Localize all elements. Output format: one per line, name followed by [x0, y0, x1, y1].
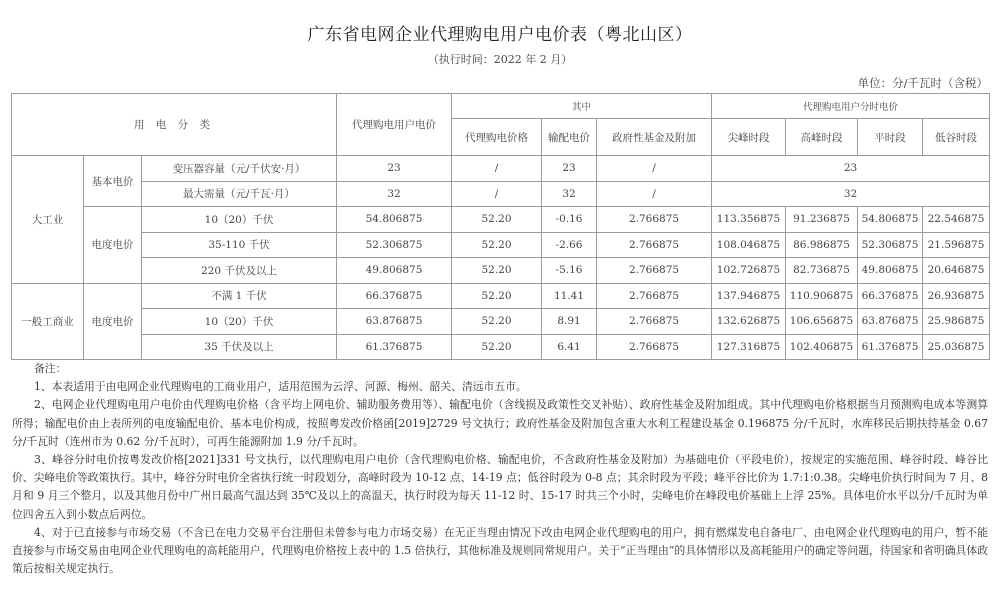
subgroup-energy-price: 电度电价 [84, 207, 142, 284]
cell-agency: 52.20 [452, 232, 542, 258]
cell-high: 106.656875 [786, 309, 858, 335]
cell-user-price: 61.376875 [337, 334, 452, 360]
unit-label: 单位：分/千瓦时（含税） [857, 76, 988, 90]
note-1: 1、本表适用于由电网企业代理购电的工商业用户，适用范围为云浮、河源、梅州、韶关、清远市五市。 [34, 380, 527, 394]
cell-transmission: -2.66 [542, 232, 597, 258]
note-3: 3、峰谷分时电价按粤发改价格[2021]331 号文执行，以代理购电用户电价（含代理购电价格、输配电价，不含政府性基金及附加）为基础电价（平段电价），按规定的实施范围、峰谷时段、峰谷比价、尖峰电价等政策执行。其中，峰谷分时电价全省执行统一时段划分，高峰时段为 10-12 点、14-19 点；低谷时段为 0-8 点；其余时段为平段；峰平谷比价为 1.7:1:0.38。尖峰电价执行时间为 7 月、8 月和 9 月三个整月，以及其他月份中广州日最高气温达到 35℃及以上的高温天，执行时段为每天 11-12 时、15-17 时共三个小时，尖峰电价在峰段电价基础上上浮 25%。具体电价水平以分/千瓦时为单位四舍五入到小数点后两位。 [12, 453, 988, 521]
cell-peak: 102.726875 [712, 258, 786, 284]
cell-user-price: 23 [337, 156, 452, 182]
cell-gov-fund: / [597, 156, 712, 182]
cell-flat: 63.876875 [858, 309, 923, 335]
cell-user-price: 66.376875 [337, 283, 452, 309]
table-row [12, 309, 990, 335]
header-gov-fund: 政府性基金及附加 [597, 119, 712, 156]
cell-transmission: 6.41 [542, 334, 597, 360]
cell-gov-fund: / [597, 181, 712, 207]
cell-gov-fund: 2.766875 [597, 207, 712, 233]
cell-gov-fund: 2.766875 [597, 334, 712, 360]
cell-valley: 25.036875 [923, 334, 990, 360]
cell-valley: 22.546875 [923, 207, 990, 233]
header-category: 用 电 分 类 [12, 94, 337, 156]
subgroup-energy-price: 电度电价 [84, 283, 142, 360]
cell-agency: / [452, 181, 542, 207]
row-item: 不满 1 千伏 [142, 283, 337, 309]
table-row [12, 283, 990, 309]
cell-valley: 20.646875 [923, 258, 990, 284]
cell-transmission: 23 [542, 156, 597, 182]
cell-transmission: -5.16 [542, 258, 597, 284]
table-row [12, 258, 990, 284]
cell-agency: 52.20 [452, 309, 542, 335]
note-4: 4、对于已直接参与市场交易（不含已在电力交易平台注册但未曾参与电力市场交易）在无正当理由情况下改由电网企业代理购电的用户，拥有燃煤发电自备电厂、由电网企业代理购电的用户，暂不能直接参与市场交易由电网企业代理购电的高耗能用户，代理购电价格按上表中的 1.5 倍执行，其他标准及规则同常规用户。关于“正当理由”的具体情形以及高耗能用户的确定等问题，待国家和省明确具体政策后按相关规定执行。 [12, 525, 988, 576]
header-user-price: 代理购电用户电价 [337, 94, 452, 156]
cell-user-price: 52.306875 [337, 232, 452, 258]
header-peak: 尖峰时段 [712, 119, 786, 156]
row-item: 35-110 千伏 [142, 232, 337, 258]
subgroup-basic-price: 基本电价 [84, 156, 142, 207]
header-agency-price: 代理购电价格 [452, 119, 542, 156]
cell-valley: 21.596875 [923, 232, 990, 258]
table-row [12, 334, 990, 360]
cell-tou-merged: 32 [712, 181, 990, 207]
cell-peak: 108.046875 [712, 232, 786, 258]
cell-transmission: 8.91 [542, 309, 597, 335]
table-row [12, 156, 990, 182]
table-row [12, 207, 990, 233]
cell-peak: 127.316875 [712, 334, 786, 360]
cell-agency: 52.20 [452, 334, 542, 360]
price-table [11, 93, 990, 360]
cell-gov-fund: 2.766875 [597, 283, 712, 309]
cell-user-price: 63.876875 [337, 309, 452, 335]
cell-flat: 66.376875 [858, 283, 923, 309]
header-tou: 代理购电用户分时电价 [712, 94, 990, 119]
cell-gov-fund: 2.766875 [597, 232, 712, 258]
header-row-1 [12, 94, 990, 119]
cell-high: 91.236875 [786, 207, 858, 233]
cell-agency: 52.20 [452, 283, 542, 309]
cell-flat: 54.806875 [858, 207, 923, 233]
notes-section [12, 360, 988, 578]
cell-high: 82.736875 [786, 258, 858, 284]
group-large-industry: 大工业 [12, 156, 84, 284]
cell-tou-merged: 23 [712, 156, 990, 182]
row-item: 最大需量（元/千瓦·月） [142, 181, 337, 207]
cell-flat: 49.806875 [858, 258, 923, 284]
cell-flat: 61.376875 [858, 334, 923, 360]
cell-gov-fund: 2.766875 [597, 309, 712, 335]
row-item: 220 千伏及以上 [142, 258, 337, 284]
table-row [12, 181, 990, 207]
cell-transmission: 11.41 [542, 283, 597, 309]
table-row [12, 232, 990, 258]
row-item: 变压器容量（元/千伏安·月） [142, 156, 337, 182]
notes-label: 备注： [34, 362, 67, 375]
cell-peak: 113.356875 [712, 207, 786, 233]
cell-peak: 137.946875 [712, 283, 786, 309]
header-flat: 平时段 [858, 119, 923, 156]
page-title: 广东省电网企业代理购电用户电价表（粤北山区） [307, 25, 693, 45]
header-of-which: 其中 [452, 94, 712, 119]
cell-agency: 52.20 [452, 258, 542, 284]
cell-valley: 26.936875 [923, 283, 990, 309]
note-2: 2、电网企业代理购电用户电价由代理购电价格（含平均上网电价、辅助服务费用等）、输配电价（含线损及政策性交叉补贴）、政府性基金及附加组成。其中代理购电价格根据当月预测购电成本等测算所得；输配电价由上表所列的电度输配电价、基本电价构成，按照粤发改价格函[2019]2729 号文执行；政府性基金及附加包含重大水利工程建设基金 0.196875 分/千瓦时，水库移民后期扶持基金 0.67 分/千瓦时（连州市为 0.62 分/千瓦时），可再生能源附加 1.9 分/千瓦时。 [12, 398, 988, 448]
cell-user-price: 49.806875 [337, 258, 452, 284]
cell-transmission: -0.16 [542, 207, 597, 233]
cell-transmission: 32 [542, 181, 597, 207]
cell-gov-fund: 2.766875 [597, 258, 712, 284]
cell-flat: 52.306875 [858, 232, 923, 258]
cell-agency: 52.20 [452, 207, 542, 233]
cell-agency: / [452, 156, 542, 182]
cell-user-price: 54.806875 [337, 207, 452, 233]
cell-high: 110.906875 [786, 283, 858, 309]
cell-peak: 132.626875 [712, 309, 786, 335]
header-high: 高峰时段 [786, 119, 858, 156]
effective-date: （执行时间：2022 年 2 月） [427, 53, 573, 66]
row-item: 35 千伏及以上 [142, 334, 337, 360]
group-general-commercial: 一般工商业 [12, 283, 84, 360]
header-transmission-price: 输配电价 [542, 119, 597, 156]
cell-user-price: 32 [337, 181, 452, 207]
cell-valley: 25.986875 [923, 309, 990, 335]
header-valley: 低谷时段 [923, 119, 990, 156]
row-item: 10（20）千伏 [142, 309, 337, 335]
cell-high: 102.406875 [786, 334, 858, 360]
row-item: 10（20）千伏 [142, 207, 337, 233]
cell-high: 86.986875 [786, 232, 858, 258]
